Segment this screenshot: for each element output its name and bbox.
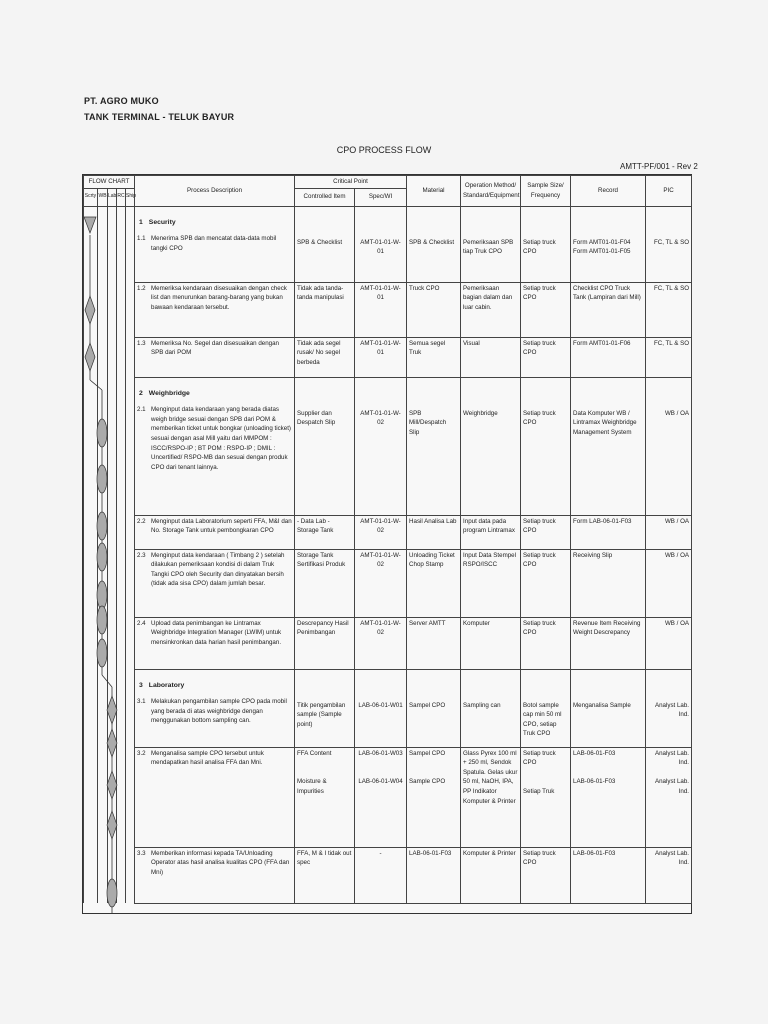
material-cell [407, 377, 461, 515]
flow-lane-cell [117, 847, 126, 903]
flow-lane-cell [108, 282, 117, 337]
spec-cell [355, 669, 407, 747]
method-text: Pemeriksaan bagian dalam dan luar cabin. [463, 284, 513, 311]
process-step [137, 234, 292, 253]
controlled-item-cell [295, 282, 355, 337]
method-cell [461, 206, 521, 282]
pic-cell [646, 669, 692, 747]
pic-cell [646, 847, 692, 903]
step-description: Memeriksa No. Segel dan disesuaikan dengan SPB dari POM [151, 339, 279, 357]
table-row [84, 747, 692, 847]
sample-text: Setiap truck CPO [523, 339, 556, 357]
step-description: Upload data penimbangan ke Lintramax Weighbridge Integration Manager (LWIM) untuk mensinkronkan data harian hasil penimbangan. [151, 619, 282, 646]
section-label: Laboratory [148, 681, 185, 689]
record-text: Form AMT01-01-F04 Form AMT01-01-F05 [573, 238, 631, 256]
step-number: 2.1 [137, 406, 146, 414]
flow-lane-cell [126, 337, 135, 377]
step-description: Memeriksa kendaraan disesuaikan dengan check list dan menurunkan barang-barang yang bukan bawaan kendaraan tersebut. [151, 284, 287, 311]
record-cell [571, 282, 646, 337]
flow-lane-cell [117, 617, 126, 669]
sample-cell [521, 282, 571, 337]
sample-cell [521, 515, 571, 549]
flow-lane-cell [108, 337, 117, 377]
critical-point-header: Critical Point [295, 176, 407, 189]
flow-lane-cell [117, 549, 126, 617]
flow-sub-header: Ship [126, 188, 135, 206]
flow-lane-cell [108, 669, 117, 747]
section-number: 2 [139, 389, 143, 397]
spec-text: LAB-06-01-W03 LAB-06-01-W04 [358, 749, 403, 786]
flow-lane-cell [84, 549, 98, 617]
process-step [137, 339, 292, 358]
method-text: Weighbridge [463, 409, 498, 417]
pic-text: WB / OA [664, 409, 690, 417]
pic-cell [646, 515, 692, 549]
method-cell [461, 669, 521, 747]
flow-lane-cell [84, 669, 98, 747]
process-step [137, 697, 292, 726]
flow-sub-header: Lab [108, 188, 117, 206]
step-number: 2.3 [137, 551, 146, 559]
record-cell [571, 515, 646, 549]
spec-text: AMT-01-01-W-02 [360, 619, 401, 637]
document-title: CPO PROCESS FLOW [336, 145, 432, 155]
record-cell [571, 337, 646, 377]
record-cell [571, 847, 646, 903]
flow-lane-cell [98, 377, 108, 515]
controlled-item-text: FFA Content Moisture & Impurities [297, 749, 332, 796]
flow-lane-cell [98, 515, 108, 549]
step-description: Menginput data kendaraan ( Timbang 2 ) setelah dilakukan pemeriksaan kondisi di dalam Truk Tangki CPO oleh Security dan dinyatakan bersih (tidak ada sisa CPO) dalam jumlah besar. [151, 551, 285, 588]
flow-lane-cell [108, 515, 117, 549]
pic-text: FC, TL & SO [653, 284, 690, 292]
spec-text: - [379, 849, 382, 857]
record-text: Checklist CPO Truck Tank (Lampiran dari Mill) [573, 284, 641, 302]
sample-header: Sample Size/ Frequency [521, 176, 571, 207]
spec-cell [355, 337, 407, 377]
material-cell [407, 617, 461, 669]
process-description-cell [135, 669, 295, 747]
flow-lane-cell [84, 377, 98, 515]
method-cell [461, 377, 521, 515]
record-text: Revenue Item Receiving Weight Descrepancy [573, 619, 641, 637]
table-row [84, 549, 692, 617]
flow-lane-cell [84, 847, 98, 903]
step-description: Menginput data kendaraan yang berada diatas weigh bridge sesuai dengan SPB dari POM & memberikan ticket untuk bongkar (unloading ticket) sesuai dengan asal Mill yaitu dari MMPOM : ISCC/RSPO-IP ; BT POM : RSPO-IP ; DMIL : Uncertified/ RSPO-MB dan sesuai dengan produk CPO dari tenant lainnya. [151, 406, 291, 471]
record-text: Data Komputer WB / Lintramax Weighbridge Management System [573, 409, 637, 436]
flow-sub-header: RC [117, 188, 126, 206]
material-text: Sampel CPO Sample CPO [409, 749, 446, 786]
flow-sub-header: WB [98, 188, 108, 206]
table-row [84, 337, 692, 377]
flow-lane-cell [126, 747, 135, 847]
section-label: Security [148, 218, 176, 226]
record-text: Receiving Slip [573, 551, 613, 559]
spec-text: AMT-01-01-W-02 [360, 409, 401, 427]
process-step [137, 849, 292, 878]
process-description-cell [135, 747, 295, 847]
flow-lane-cell [126, 669, 135, 747]
flow-lane-cell [84, 206, 98, 282]
pic-text: Analyst Lab. Ind. [654, 701, 690, 719]
spec-text: AMT-01-01-W-02 [360, 551, 401, 569]
process-description-cell [135, 617, 295, 669]
table-row [84, 515, 692, 549]
sample-text: Setiap truck CPO [523, 238, 556, 256]
method-cell [461, 747, 521, 847]
method-text: Glass Pyrex 100 ml + 250 ml, Sendok Spatula. Gelas ukur 50 ml, NaOH, IPA, PP Indikator Komputer & Printer [463, 749, 518, 805]
controlled-item-text: - Data Lab - Storage Tank [297, 517, 334, 535]
section-label: Weighbridge [148, 389, 190, 397]
spec-cell [355, 206, 407, 282]
controlled-item-text: Storage Tank Sertifikasi Produk [297, 551, 346, 569]
flow-sub-header: Scrty [84, 188, 98, 206]
flow-lane-cell [84, 282, 98, 337]
step-number: 1.1 [137, 235, 146, 243]
sample-text: Setiap truck CPO [523, 284, 556, 302]
spec-cell [355, 747, 407, 847]
step-number: 3.1 [137, 698, 146, 706]
section-number: 3 [139, 681, 143, 689]
spec-text: AMT-01-01-W-01 [360, 339, 401, 357]
material-cell [407, 847, 461, 903]
process-step [137, 551, 292, 589]
pic-cell [646, 282, 692, 337]
material-text: Truck CPO [409, 284, 440, 292]
record-cell [571, 747, 646, 847]
material-cell [407, 337, 461, 377]
section-title [139, 681, 292, 692]
material-text: Unloading Ticket Chop Stamp [409, 551, 455, 569]
process-description-cell [135, 847, 295, 903]
method-header: Operation Method/ Standard/Equipment [461, 176, 521, 207]
pic-text: Analyst Lab. Ind. [654, 849, 690, 867]
material-text: SPB Mill/Despatch Slip [409, 409, 447, 436]
method-text: Komputer & Printer [463, 849, 516, 857]
spec-text: LAB-06-01-W01 [358, 701, 403, 709]
flow-chart-header: FLOW CHART [84, 176, 135, 189]
pic-cell [646, 549, 692, 617]
section-title [139, 218, 292, 229]
flow-lane-cell [117, 206, 126, 282]
flow-lane-cell [98, 549, 108, 617]
flow-lane-cell [98, 206, 108, 282]
method-text: Sampling can [463, 701, 501, 709]
step-description: Memberikan informasi kepada TA/Unloading Operator atas hasil analisa kualitas CPO (FFA dan Mni) [151, 849, 290, 876]
controlled-item-cell [295, 337, 355, 377]
material-cell [407, 282, 461, 337]
flow-lane-cell [98, 847, 108, 903]
controlled-item-cell [295, 669, 355, 747]
material-text: Semua segel Truk [409, 339, 446, 357]
method-cell [461, 337, 521, 377]
flow-lane-cell [126, 549, 135, 617]
sample-text: Botol sample cap min 50 ml CPO, setiap Truk CPO [523, 701, 562, 738]
spec-cell [355, 847, 407, 903]
flow-lane-cell [108, 549, 117, 617]
sample-cell [521, 337, 571, 377]
pic-cell [646, 747, 692, 847]
material-text: LAB-06-01-F03 [409, 849, 452, 857]
pic-text: FC, TL & SO [653, 238, 690, 246]
flow-lane-cell [108, 617, 117, 669]
flow-lane-cell [84, 337, 98, 377]
controlled-item-text: SPB & Checklist [297, 238, 343, 246]
flow-lane-cell [126, 282, 135, 337]
process-step [137, 749, 292, 768]
material-cell [407, 747, 461, 847]
flow-lane-cell [98, 747, 108, 847]
material-header: Material [407, 176, 461, 207]
process-description-cell [135, 377, 295, 515]
controlled-item-text: Supplier dan Despatch Slip [297, 409, 336, 427]
material-cell [407, 515, 461, 549]
method-text: Input Data Stempel RSPO/ISCC [463, 551, 516, 569]
record-cell [571, 669, 646, 747]
flow-lane-cell [126, 377, 135, 515]
flow-lane-cell [98, 337, 108, 377]
controlled-item-cell [295, 747, 355, 847]
spec-text: AMT-01-01-W-01 [360, 284, 401, 302]
flow-lane-cell [98, 669, 108, 747]
spec-cell [355, 617, 407, 669]
pic-cell [646, 337, 692, 377]
table-row [84, 377, 692, 515]
material-text: Hasil Analisa Lab [409, 517, 457, 525]
pic-text: Analyst Lab. Ind. Analyst Lab. Ind. [654, 749, 690, 796]
flow-lane-cell [117, 282, 126, 337]
record-cell [571, 377, 646, 515]
sample-cell [521, 377, 571, 515]
process-description-cell [135, 282, 295, 337]
controlled-item-cell [295, 617, 355, 669]
pic-cell [646, 377, 692, 515]
material-cell [407, 549, 461, 617]
process-step [137, 517, 292, 536]
table-row [84, 617, 692, 669]
method-text: Visual [463, 339, 480, 347]
flow-lane-cell [126, 617, 135, 669]
pic-text: FC, TL & SO [653, 339, 690, 347]
step-number: 2.2 [137, 517, 146, 525]
terminal-name: TANK TERMINAL - TELUK BAYUR [84, 112, 235, 122]
sample-cell [521, 847, 571, 903]
material-cell [407, 669, 461, 747]
controlled-item-cell [295, 549, 355, 617]
method-text: Komputer [463, 619, 490, 627]
process-step [137, 619, 292, 648]
process-description-cell [135, 549, 295, 617]
controlled-item-cell [295, 206, 355, 282]
spec-header: Spec/WI [355, 188, 407, 206]
step-description: Menginput data Laboratorium seperti FFA, M&I dan No. Storage Tank untuk pembongkaran CPO [151, 517, 292, 535]
sample-cell [521, 206, 571, 282]
spec-cell [355, 515, 407, 549]
sample-cell [521, 669, 571, 747]
sample-text: Setiap truck CPO [523, 619, 556, 637]
controlled-item-text: Descrepancy Hasil Penimbangan [297, 619, 349, 637]
sample-cell [521, 617, 571, 669]
method-cell [461, 617, 521, 669]
step-number: 3.3 [137, 849, 146, 857]
controlled-item-text: Tidak ada segel rusak/ No segel berbeda [297, 339, 341, 366]
record-cell [571, 549, 646, 617]
flow-lane-cell [126, 515, 135, 549]
material-text: SPB & Checklist [409, 238, 455, 246]
document-code: AMTT-PF/001 - Rev 2 [620, 162, 698, 171]
method-cell [461, 282, 521, 337]
flow-lane-cell [84, 515, 98, 549]
spec-cell [355, 377, 407, 515]
flow-lane-cell [126, 206, 135, 282]
record-text: LAB-06-01-F03 LAB-06-01-F03 [573, 749, 616, 786]
step-description: Menerima SPB dan mencatat data-data mobil tangki CPO [151, 235, 277, 252]
material-text: Server AMTT [409, 619, 446, 627]
process-flow-sheet [82, 174, 692, 914]
record-header: Record [571, 176, 646, 207]
controlled-item-header: Controlled Item [295, 188, 355, 206]
pic-text: WB / OA [664, 551, 690, 559]
table-row [84, 847, 692, 903]
pic-cell [646, 206, 692, 282]
step-number: 2.4 [137, 619, 146, 627]
record-text: Form AMT01-01-F06 [573, 339, 631, 347]
pic-text: WB / OA [664, 619, 690, 627]
record-text: LAB-06-01-F03 [573, 849, 616, 857]
method-cell [461, 549, 521, 617]
record-text: Form LAB-06-01-F03 [573, 517, 632, 525]
controlled-item-text: FFA, M & I tidak out spec [297, 849, 352, 867]
flow-lane-cell [84, 747, 98, 847]
step-description: Menganalisa sample CPO tersebut untuk mendapatkan hasil analisa FFA dan Mni. [151, 749, 264, 767]
pic-header: PIC [646, 176, 692, 207]
sample-text: Setiap truck CPO [523, 409, 556, 427]
record-cell [571, 206, 646, 282]
flow-lane-cell [98, 282, 108, 337]
flow-lane-cell [126, 847, 135, 903]
spec-text: AMT-01-01-W-02 [360, 517, 401, 535]
flow-lane-cell [98, 617, 108, 669]
table-row [84, 282, 692, 337]
company-name: PT. AGRO MUKO [84, 96, 159, 106]
process-flow-table [83, 175, 692, 904]
flow-lane-cell [108, 747, 117, 847]
process-description-cell [135, 337, 295, 377]
material-cell [407, 206, 461, 282]
process-description-cell [135, 206, 295, 282]
table-row [84, 206, 692, 282]
sample-text: Setiap truck CPO Setiap Truk [523, 749, 556, 796]
material-text: Sampel CPO [409, 701, 446, 709]
sample-text: Setiap truck CPO [523, 551, 556, 569]
process-step [137, 405, 292, 472]
controlled-item-text: Titik pengambilan sample (Sample point) [297, 701, 346, 728]
pic-cell [646, 617, 692, 669]
flow-lane-cell [117, 515, 126, 549]
method-text: Pemeriksaan SPB tiap Truk CPO [463, 238, 514, 256]
sample-cell [521, 747, 571, 847]
section-number: 1 [139, 218, 143, 226]
controlled-item-cell [295, 847, 355, 903]
spec-cell [355, 549, 407, 617]
method-cell [461, 515, 521, 549]
flow-lane-cell [117, 337, 126, 377]
controlled-item-text: Tidak ada tanda-tanda manipulasi [297, 284, 344, 302]
step-number: 1.2 [137, 284, 146, 292]
process-description-cell [135, 515, 295, 549]
section-title [139, 389, 292, 400]
spec-text: AMT-01-01-W-01 [360, 238, 401, 256]
sample-text: Setiap truck CPO [523, 517, 556, 535]
flow-lane-cell [108, 847, 117, 903]
sample-cell [521, 549, 571, 617]
method-text: Input data pada program Lintramax [463, 517, 515, 535]
flow-lane-cell [117, 747, 126, 847]
pic-text: WB / OA [664, 517, 690, 525]
table-row [84, 669, 692, 747]
record-text: Menganalisa Sample [573, 701, 631, 709]
step-number: 1.3 [137, 339, 146, 347]
method-cell [461, 847, 521, 903]
step-description: Melakukan pengambilan sample CPO pada mobil yang berada di atas weighbridge dengan menggunakan bottom sampling can. [151, 698, 287, 725]
flow-lane-cell [108, 377, 117, 515]
flow-lane-cell [84, 617, 98, 669]
process-step [137, 284, 292, 313]
flow-lane-cell [117, 377, 126, 515]
flow-lane-cell [117, 669, 126, 747]
controlled-item-cell [295, 515, 355, 549]
spec-cell [355, 282, 407, 337]
record-cell [571, 617, 646, 669]
process-header: Process Description [135, 176, 295, 207]
sample-text: Setiap truck CPO [523, 849, 556, 867]
step-number: 3.2 [137, 749, 146, 757]
controlled-item-cell [295, 377, 355, 515]
flow-lane-cell [108, 206, 117, 282]
